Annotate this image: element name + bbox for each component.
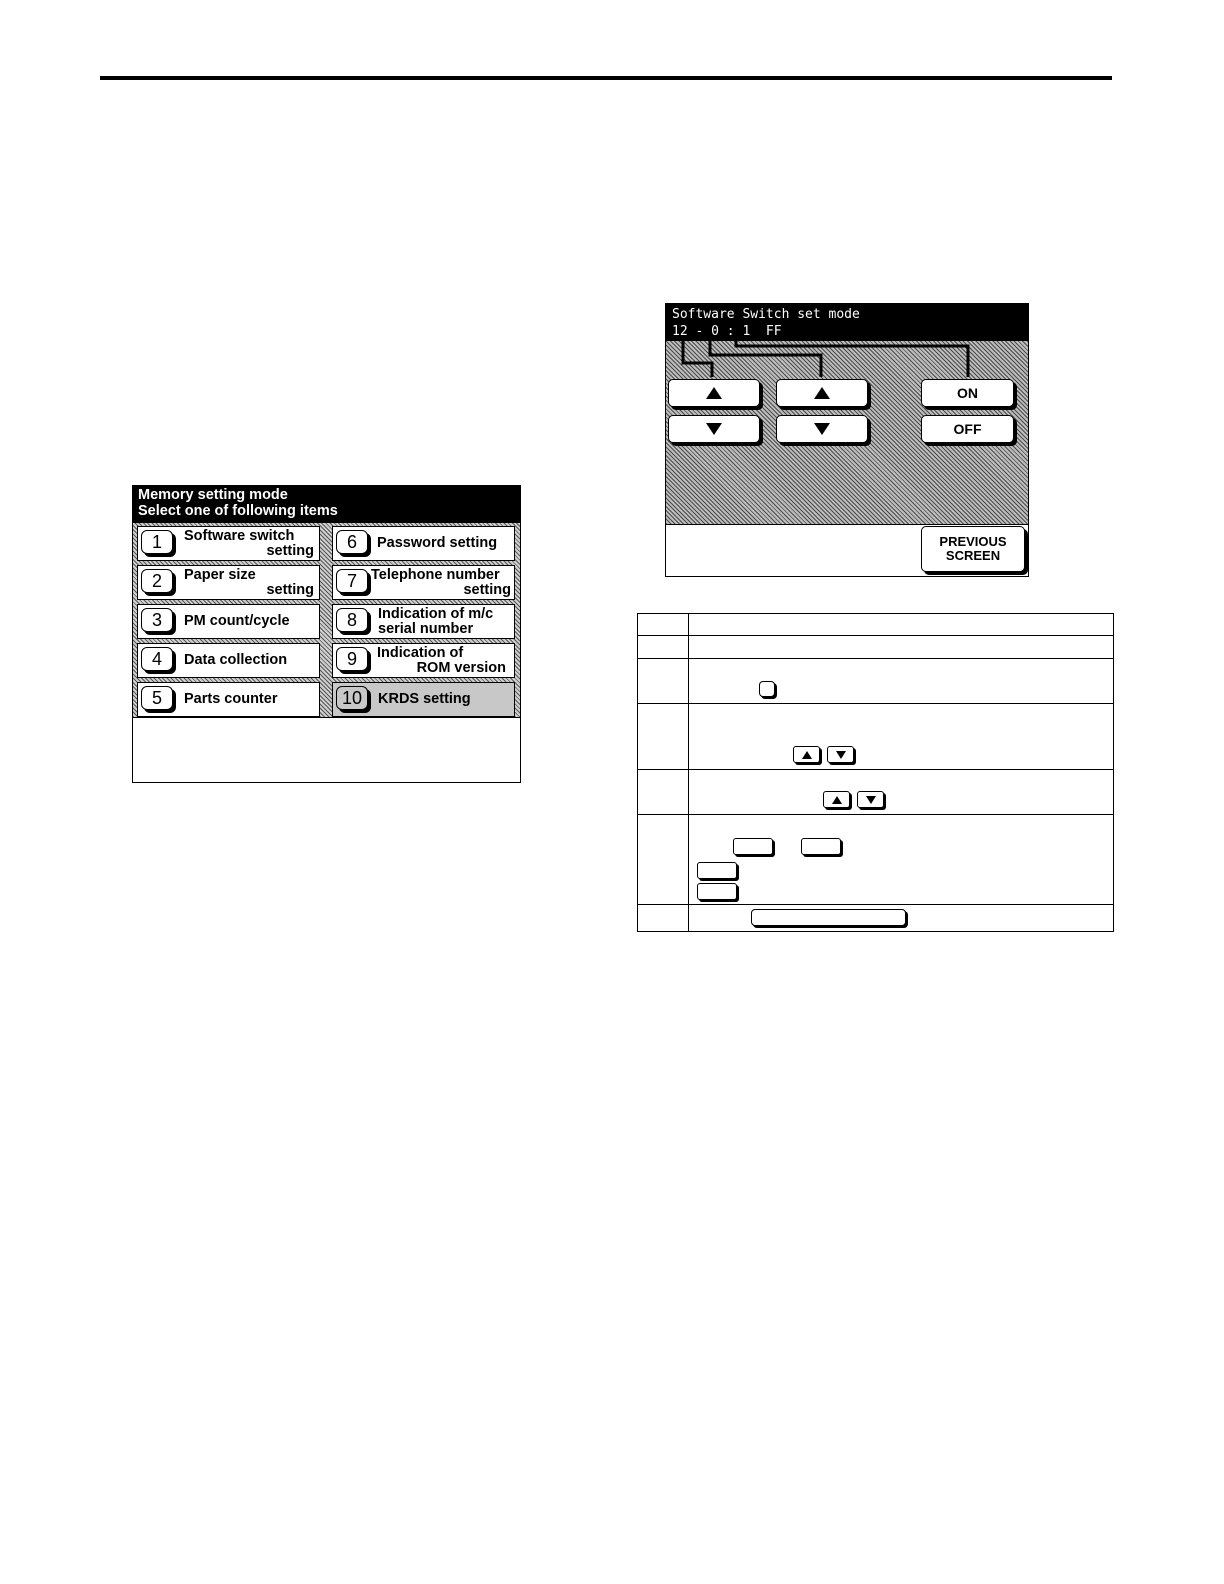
off-key-icon xyxy=(697,883,737,900)
software-switch-panel xyxy=(665,303,1029,577)
software-switch-header xyxy=(666,304,1028,341)
number-key: 1 xyxy=(141,530,173,554)
menu-item-label: Parts counter xyxy=(184,691,278,707)
menu-item-label: PM count/cycle xyxy=(184,613,290,629)
off-button[interactable]: OFF xyxy=(921,415,1014,443)
software-switch-title: Software Switch set mode xyxy=(672,307,860,322)
table-row xyxy=(638,770,1114,815)
table-cell xyxy=(638,905,689,932)
table-row xyxy=(638,905,1114,932)
menu-item-label: Indication of m/c xyxy=(378,605,494,622)
menu-item-parts-counter[interactable] xyxy=(137,682,320,717)
down-arrow-icon xyxy=(706,423,722,435)
menu-item-data-collection[interactable] xyxy=(137,643,320,678)
menu-item-label-line2: setting xyxy=(266,581,314,598)
table-cell xyxy=(638,704,689,770)
table-cell xyxy=(689,770,1114,815)
table-row xyxy=(638,636,1114,659)
software-switch-body xyxy=(666,341,1028,525)
number-key: 6 xyxy=(336,530,368,554)
first-digit-down-button[interactable] xyxy=(668,415,760,443)
table-cell xyxy=(689,905,1114,932)
menu-item-pm-count[interactable] xyxy=(137,604,320,639)
table-cell xyxy=(689,636,1114,659)
procedure-table xyxy=(637,613,1114,932)
switch-value-readout: 12 - 0 : 1 FF xyxy=(672,324,782,339)
on-button[interactable]: ON xyxy=(921,379,1014,407)
menu-item-label-line2: ROM version xyxy=(416,659,506,676)
menu-item-software-switch[interactable] xyxy=(137,526,320,561)
number-key: 8 xyxy=(336,608,368,632)
top-rule xyxy=(100,76,1112,80)
off-key-icon xyxy=(801,838,841,855)
number-key: 10 xyxy=(336,686,368,710)
table-cell xyxy=(638,614,689,636)
table-cell xyxy=(689,659,1114,704)
menu-item-label: Indication of xyxy=(377,644,464,661)
menu-item-label: Data collection xyxy=(184,652,288,668)
number-key: 5 xyxy=(141,686,173,710)
on-key-icon xyxy=(697,862,737,879)
previous-screen-key-icon xyxy=(751,909,906,926)
memory-setting-title: Memory setting mode xyxy=(138,487,288,503)
table-row xyxy=(638,815,1114,905)
table-cell xyxy=(638,636,689,659)
menu-item-label-line2: setting xyxy=(463,581,511,598)
table-cell xyxy=(689,815,1114,905)
previous-screen-label-line2: SCREEN xyxy=(945,548,1001,563)
table-cell xyxy=(638,659,689,704)
down-key-icon xyxy=(827,746,854,763)
table-row xyxy=(638,659,1114,704)
menu-item-label: Paper size xyxy=(184,566,256,583)
menu-item-paper-size[interactable] xyxy=(137,565,320,600)
on-key-icon xyxy=(733,838,773,855)
up-key-icon xyxy=(823,791,850,808)
table-row xyxy=(638,704,1114,770)
menu-item-krds[interactable] xyxy=(332,682,515,717)
table-cell xyxy=(689,614,1114,636)
menu-item-label: Telephone number xyxy=(371,566,500,583)
connector-lines xyxy=(666,341,1028,381)
number-key-icon xyxy=(759,681,775,697)
number-key: 4 xyxy=(141,647,173,671)
menu-item-password[interactable] xyxy=(332,526,515,561)
memory-setting-panel xyxy=(132,485,521,783)
table-cell xyxy=(689,704,1114,770)
up-arrow-icon xyxy=(814,387,830,399)
memory-setting-subtitle: Select one of following items xyxy=(138,503,338,519)
number-key: 3 xyxy=(141,608,173,632)
menu-item-rom-version[interactable] xyxy=(332,643,515,678)
number-key: 7 xyxy=(336,569,368,593)
second-digit-down-button[interactable] xyxy=(776,415,868,443)
number-key: 2 xyxy=(141,569,173,593)
table-cell xyxy=(638,770,689,815)
menu-item-label-line2: serial number xyxy=(378,620,474,637)
memory-setting-header xyxy=(133,486,520,523)
menu-item-serial-number[interactable] xyxy=(332,604,515,639)
table-cell xyxy=(638,815,689,905)
memory-setting-grid xyxy=(133,523,520,718)
menu-item-label: Software switch xyxy=(184,527,295,544)
menu-item-label: KRDS setting xyxy=(378,691,471,707)
menu-item-label: Password setting xyxy=(377,535,498,551)
down-arrow-icon xyxy=(814,423,830,435)
first-digit-up-button[interactable] xyxy=(668,379,760,407)
second-digit-up-button[interactable] xyxy=(776,379,868,407)
menu-item-label-line2: setting xyxy=(266,542,314,559)
previous-screen-label: PREVIOUS xyxy=(939,534,1007,549)
number-key: 9 xyxy=(336,647,368,671)
up-arrow-icon xyxy=(706,387,722,399)
down-key-icon xyxy=(857,791,884,808)
previous-screen-button[interactable] xyxy=(921,526,1025,572)
table-row xyxy=(638,614,1114,636)
up-key-icon xyxy=(793,746,820,763)
menu-item-telephone-number[interactable] xyxy=(332,565,515,600)
